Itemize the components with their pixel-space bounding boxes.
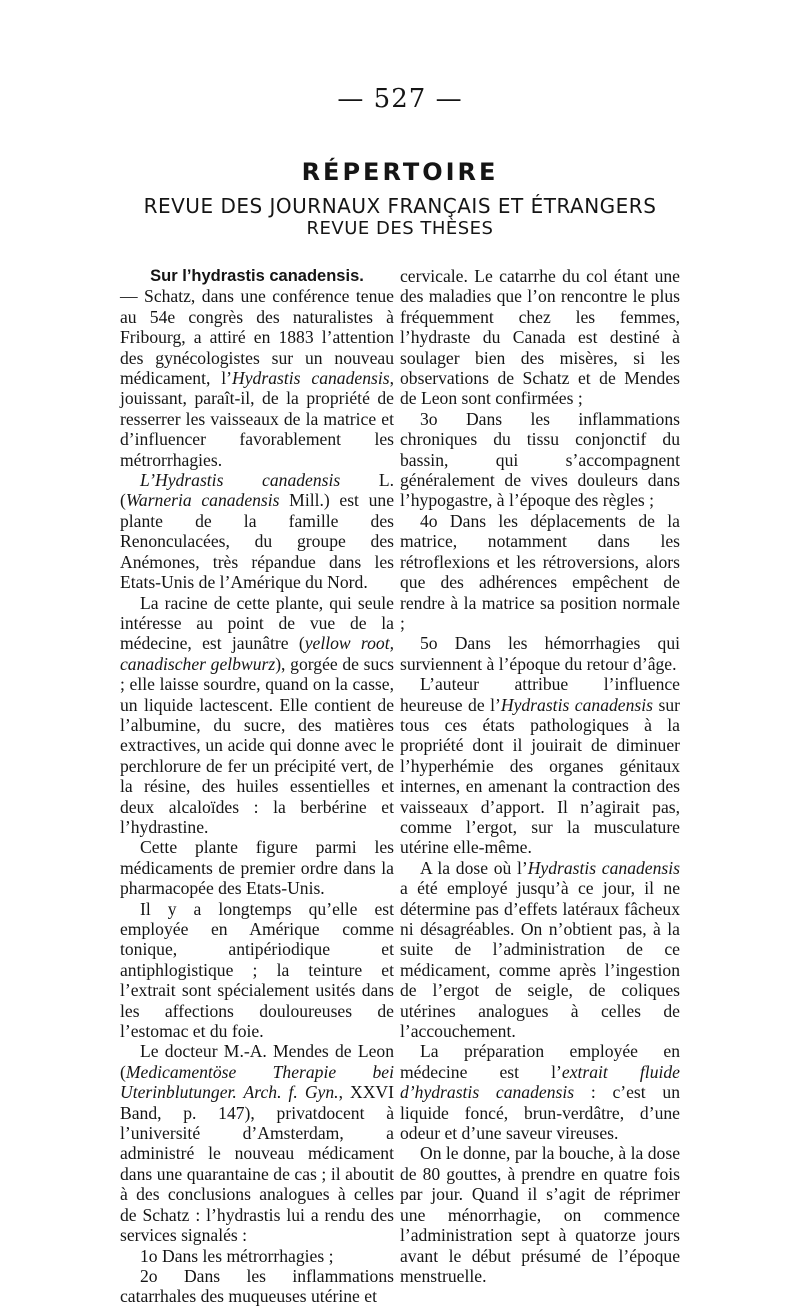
page-number: — 527 — — [337, 84, 463, 114]
paragraph: Il y a longtemps qu’elle est employée en Amérique comme tonique, antipériodique et antiphlogistique ; la teinture et l’extrait sont spécialement usités dans les affections douloureuses de l’estomac et du foie. — [120, 898, 394, 1042]
paragraph: L’Hydrastis canadensis L. (Warneria canadensis Mill.) est une plante de la famille des Renonculacées, du groupe des Anémones, très répandue dans les Etats-Unis de l’Amérique du Nord. — [120, 470, 395, 593]
paragraph: A la dose où l’Hydrastis canadensis a été employé jusqu’à ce jour, il ne détermine pas d’effets latéraux fâcheux ni désagréables. On n’obtient pas, à la suite de l’administration de ce médicament, comme après l’ingestion de l’ergot de seigle, de coliques utérines analogues à celles de l’accouchement. — [400, 857, 680, 1042]
paragraph: 5o Dans les hémorrhagies qui surviennent à l’époque du retour d’âge. — [400, 633, 680, 674]
revue-subtitle: REVUE DES THÈSES — [306, 218, 494, 239]
paragraph: On le donne, par la bouche, à la dose de 80 gouttes, à prendre en quatre fois par jour. Quand il s’agit de réprimer une ménorrhagie, on commence l’administration sept à quatorze jours avant le début présumé de l’époque menstruelle. — [400, 1143, 680, 1286]
paragraph: 4o Dans les déplacements de la matrice, notamment dans les rétroflexions et les rétroversions, alors que des adhérences empêchent de rendre à la matrice sa position normale ; — [400, 510, 680, 633]
paragraph: 3o Dans les inflammations chroniques du tissu conjonctif du bassin, qui s’accompagnent généralement de vives douleurs dans l’hypogastre, à l’époque des règles ; — [400, 408, 680, 511]
paragraph: 2o Dans les inflammations catarrhales des muqueuses utérine et — [120, 1265, 394, 1307]
section-heading: RÉPERTOIRE — [301, 158, 499, 186]
paragraph: La préparation employée en médecine est l’extrait fluide d’hydrastis canadensis : c’est un liquide foncé, brun-verdâtre, d’une odeur et d’une saveur vireuses. — [400, 1041, 680, 1144]
paragraph: — Schatz, dans une conférence tenue au 54e congrès des naturalistes à Fribourg, a attiré en 1883 l’attention des gynécologistes sur un nouveau médicament, l’Hydrastis canadensis, jouissant, paraît-il, de la propriété de resserrer les vaisseaux de la matrice et d’influencer favorablement les métrorrhagies. — [120, 286, 394, 470]
paragraph: Cette plante figure parmi les médicaments de premier ordre dans la pharmacopée des Etats-Unis. — [120, 837, 394, 899]
article-title: Sur l’hydrastis canadensis. — [150, 267, 364, 285]
paragraph: Le docteur M.-A. Mendes de Leon (Medicamentöse Therapie bei Uterinblutunger. Arch. f. Gyn., XXVI Band, p. 147), privatdocent à l’université d’Amsterdam, a administré le nouveau médicament dans une quarantaine de cas ; il aboutit à des conclusions analogues à celles de Schatz : l’hydrastis lui a rendu des services signalés : — [120, 1041, 394, 1246]
paragraph: L’auteur attribue l’influence heureuse de l’Hydrastis canadensis sur tous ces états pathologiques à la propriété dont il jouirait de diminuer l’hyperhémie des organes génitaux internes, en amenant la contraction des vaisseaux d’apport. Il n’agirait pas, comme l’ergot, sur la musculature utérine elle-même. — [400, 674, 680, 858]
right-column — [400, 266, 680, 1286]
paragraph: cervicale. Le catarrhe du col étant une des maladies que l’on rencontre le plus fréquemment chez les femmes, l’hydraste du Canada est destiné à soulager bien des misères, si les observations de Schatz et de Mendes de Leon sont confirmées ; — [400, 266, 680, 409]
paragraph: La racine de cette plante, qui seule intéresse au point de vue de la médecine, est jaunâtre (yellow root, canadischer gelbwurz), gorgée de sucs ; elle laisse sourdre, quand on la casse, un liquide lactescent. Elle contient de l’albumine, du sucre, des matières extractives, un acide qui donne avec le perchlorure de fer un précipité vert, de la résine, des huiles essentielles et deux alcaloïdes : la berbérine et l’hydrastine. — [120, 592, 394, 837]
revue-title: REVUE DES JOURNAUX FRANÇAIS ET ÉTRANGERS — [143, 194, 657, 218]
left-column — [120, 266, 394, 1307]
paragraph: 1o Dans les métrorrhagies ; — [140, 1245, 334, 1266]
